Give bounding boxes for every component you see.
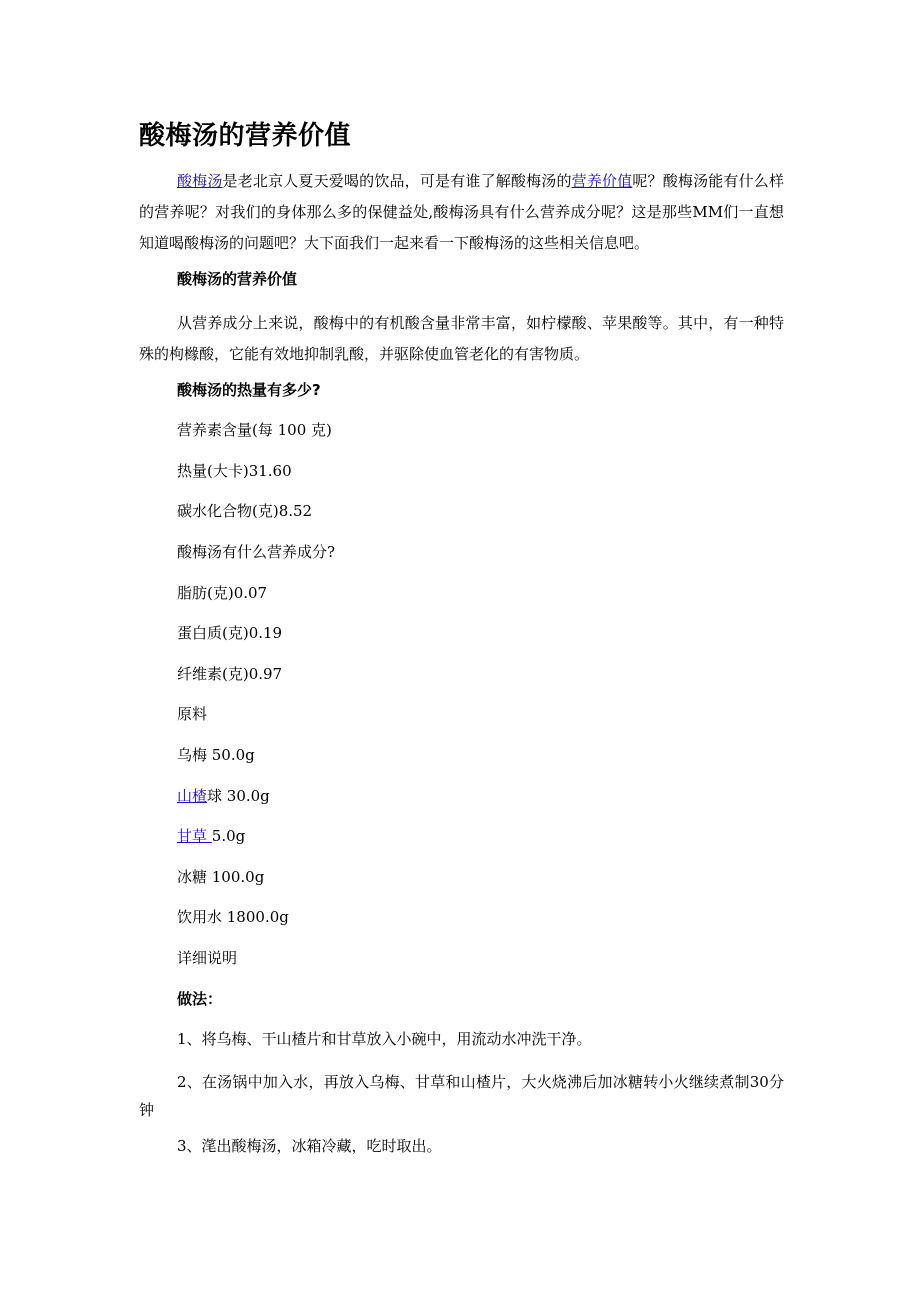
line-wumei: 乌梅 50.0g [177, 745, 255, 764]
step-3: 3、滗出酸梅汤，冰箱冷藏，吃时取出。 [177, 1136, 442, 1155]
link-shanzha[interactable]: 山楂 [177, 786, 208, 805]
method-heading: 做法： [177, 989, 223, 1008]
link-sourplum-drink[interactable]: 酸梅汤 [177, 172, 223, 190]
line-components-question: 酸梅汤有什么营养成分? [177, 542, 336, 561]
line-gancao [139, 824, 784, 848]
document-page [139, 116, 784, 1174]
line-fat: 脂肪(克)0.07 [177, 583, 268, 602]
step-1: 1、将乌梅、干山楂片和甘草放入小碗中，用流动水冲洗干净。 [177, 1030, 592, 1049]
gancao-amount: 5.0g [211, 827, 246, 846]
link-gancao[interactable]: 甘草 [177, 827, 212, 846]
line-fiber: 纤维素(克)0.97 [177, 664, 283, 683]
line-calories: 热量(大卡)31.60 [177, 461, 292, 480]
line-bingtang: 冰糖 100.0g [177, 867, 265, 886]
intro-text-1: 是老北京人夏天爱喝的饮品，可是有谁了解酸梅汤的 [222, 172, 572, 190]
step-2: 2、在汤锅中加入水，再放入乌梅、甘草和山楂片，大火烧沸后加冰糖转小火继续煮制30分钟 [139, 1072, 784, 1119]
line-carbs: 碳水化合物(克)8.52 [177, 502, 313, 521]
line-shanzha [139, 784, 784, 808]
line-water: 饮用水 1800.0g [177, 908, 289, 927]
page-title: 酸梅汤的营养价值 [139, 121, 352, 151]
shanzha-amount: 球 30.0g [207, 786, 270, 805]
line-protein: 蛋白质(克)0.19 [177, 624, 283, 643]
heading-calories: 酸梅汤的热量有多少? [177, 380, 321, 399]
line-ingredients-label: 原料 [177, 705, 208, 724]
line-per100: 营养素含量(每 100 克) [177, 421, 332, 440]
line-details: 详细说明 [177, 948, 238, 967]
heading-nutrition: 酸梅汤的营养价值 [177, 270, 298, 288]
link-nutrition-value[interactable]: 营养价值 [571, 172, 633, 190]
nutrition-paragraph: 从营养成分上来说，酸梅中的有机酸含量非常丰富，如柠檬酸、苹果酸等。其中，有一种特殊的枸橼酸，它能有效地抑制乳酸，并驱除使血管老化的有害物质。 [139, 313, 784, 363]
intro-text-2: 呢？酸梅汤能有什么样的营养呢？对我们的身体那么多的保健益处,酸梅汤具有什么营养成分呢？这是那些MM们一直想知道喝酸梅汤的问题吧？大下面我们一起来看一下酸梅汤的这些相关信息吧。 [139, 172, 784, 252]
intro-paragraph [139, 166, 784, 259]
